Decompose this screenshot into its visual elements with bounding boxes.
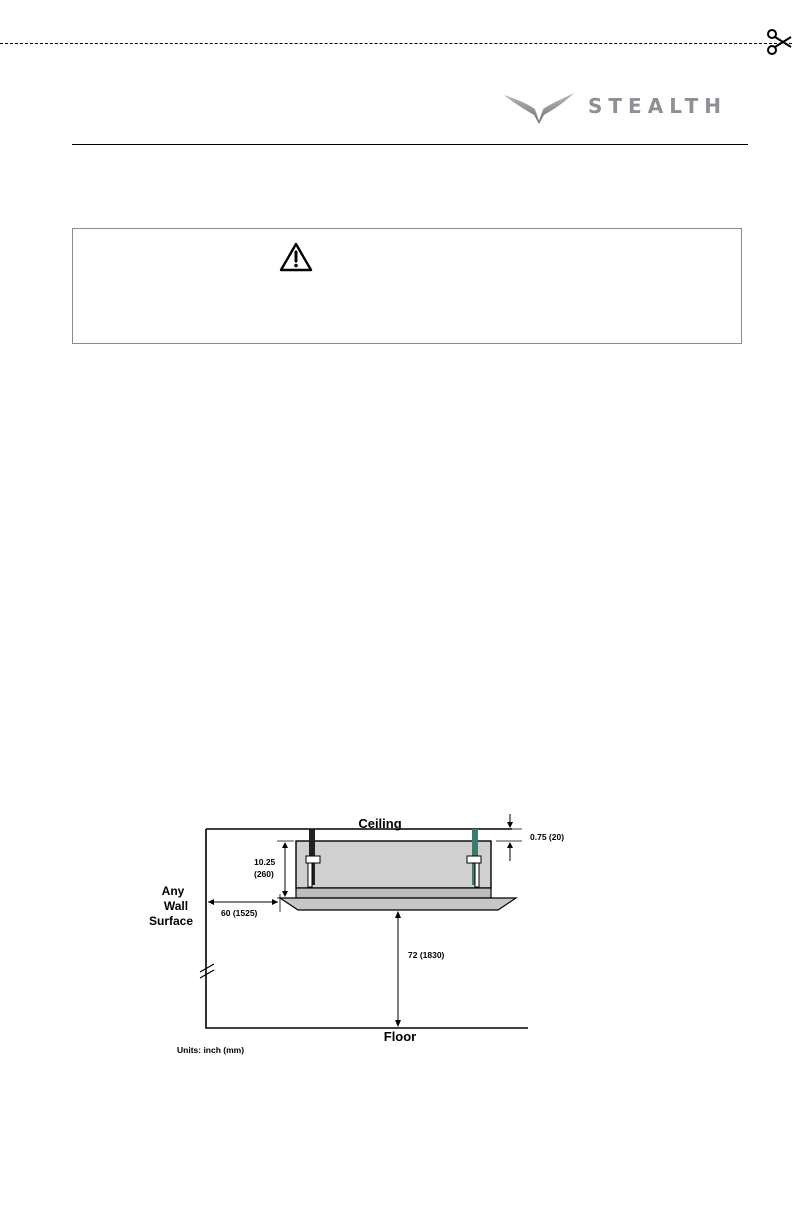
scissors-icon (764, 28, 792, 56)
ceiling-label: Ceiling (358, 816, 402, 831)
dim-gap-label: 0.75 (20) (530, 832, 565, 842)
dim-gap-arrowhead (507, 842, 513, 848)
unit-panel (280, 898, 516, 910)
dim-wall-label: 60 (1525) (221, 908, 258, 918)
stealth-wing-logo-icon (502, 87, 576, 125)
floor-label: Floor (383, 1029, 417, 1044)
hanger-bracket-left (306, 856, 320, 863)
dim-floor-arrowhead (395, 1020, 401, 1027)
header-divider (72, 144, 748, 145)
cut-line (0, 43, 792, 44)
unit-base (296, 888, 491, 898)
hanger-bracket-left (308, 863, 312, 887)
brand-name: STEALTH (588, 94, 728, 118)
units-note: Units: inch (mm) (177, 1045, 245, 1055)
brand-logo (502, 86, 742, 126)
unit-body (296, 841, 491, 888)
dim-gap-arrowhead (507, 822, 513, 828)
wall-label-line3: Surface (148, 914, 194, 928)
warning-box (72, 228, 742, 344)
hanger-bracket-right (467, 856, 481, 863)
dim-height-arrowhead (282, 891, 288, 897)
dim-wall-arrowhead (208, 899, 214, 905)
dim-floor-arrowhead (395, 911, 401, 918)
wall-label-line1: Any (161, 884, 185, 898)
dim-wall-arrowhead (272, 899, 278, 905)
dim-height-value: 10.25 (254, 857, 276, 867)
dim-floor-label: 72 (1830) (408, 950, 445, 960)
installation-clearance-diagram (132, 806, 592, 1060)
dim-height-mm: (260) (254, 869, 274, 879)
warning-triangle-icon (278, 241, 314, 273)
wall-label-line2: Wall (163, 899, 189, 913)
hanger-bracket-right (475, 863, 479, 887)
dim-height-arrowhead (282, 842, 288, 848)
